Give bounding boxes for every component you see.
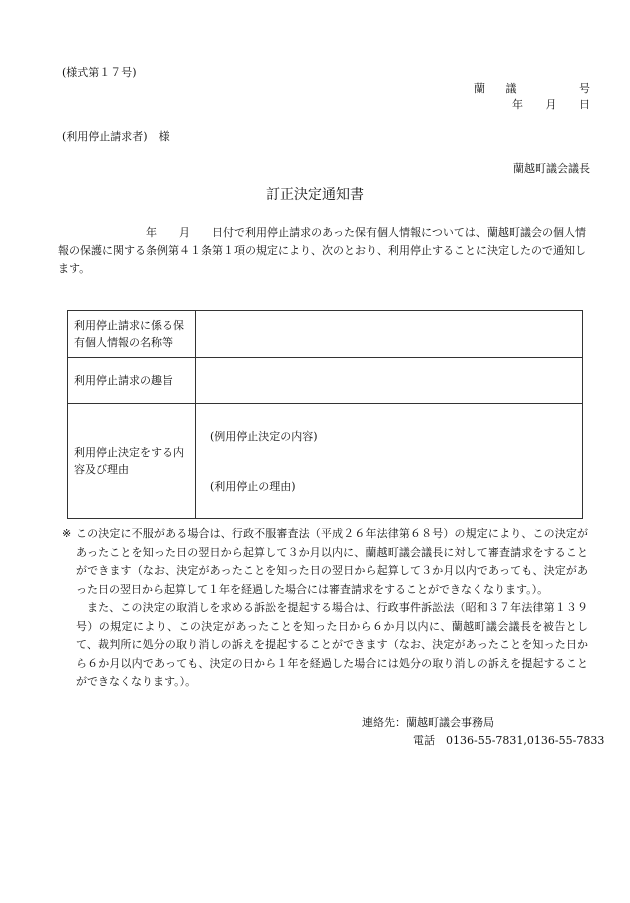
contact-phone: 電話 0136-55-7831,0136-55-7833	[413, 734, 605, 747]
doc-number-prefix: 蘭	[474, 82, 485, 95]
decision-reason-label: (利用停止の理由)	[210, 479, 296, 493]
row-value-decision	[196, 404, 583, 519]
table-row	[68, 311, 583, 358]
body-paragraph	[58, 224, 586, 278]
row-value-purpose	[196, 358, 583, 404]
table-row	[68, 404, 583, 519]
date-month: 月	[545, 98, 557, 111]
document-number-line	[474, 80, 590, 96]
note-paragraph-1	[62, 525, 588, 599]
note-text-2: また、この決定の取消しを求める訴訟を提起する場合は、行政事件訴訟法（昭和３７年法律第１３９号）の規定により、この決定があったことを知った日から６か月以内に、蘭越町議会議長を被告として、裁判所に処分の取り消しの訴えを提起することができます（なお、決定があったことを知った日から６か月以内であっても、決定の日から１年を経過した場合には処分の取り消しの訴えを提起することができなくなります。）。	[76, 601, 588, 688]
doc-number-middle: 議	[505, 82, 517, 95]
decision-content-label: (例用停止決定の内容)	[210, 429, 318, 443]
table-row	[68, 358, 583, 404]
body-text: 日付で利用停止請求のあった保有個人情報については、蘭越町議会の個人情報の保護に関する条例第４１条第１項の規定により、次のとおり、利用停止することに決定したので通知します。	[58, 226, 586, 275]
contact-office: 連絡先：蘭越町議会事務局	[362, 716, 494, 729]
date-line	[512, 96, 590, 112]
note-mark: ※	[62, 527, 72, 540]
appeal-note	[62, 525, 588, 692]
date-day: 日	[579, 98, 590, 111]
document-title: 訂正決定通知書	[266, 187, 364, 203]
date-year: 年	[512, 98, 523, 111]
row-label-purpose: 利用停止請求の趣旨	[68, 358, 196, 404]
form-number: (様式第１７号)	[62, 66, 137, 79]
note-text-1: この決定に不服がある場合は、行政不服審査法（平成２６年法律第６８号）の規定により、この決定があったことを知った日の翌日から起算して３か月以内に、蘭越町議会議長に対して審査請求をすることができます（なお、決定があったことを知った日の翌日から起算して３か月以内であっても、決定があった日の翌日から起算して１年を経過した場合には審査請求をすることができなくなります。）。	[76, 527, 588, 596]
doc-number-suffix: 号	[579, 82, 590, 95]
row-value-info-name	[196, 311, 583, 358]
body-date-blank: 年 月	[146, 226, 212, 239]
row-label-decision: 利用停止決定をする内容及び理由	[68, 404, 196, 519]
sender-name: 蘭越町議会議長	[513, 162, 590, 175]
note-paragraph-2	[62, 599, 588, 692]
info-table	[67, 310, 583, 519]
addressee: (利用停止請求者) 様	[62, 130, 170, 143]
row-label-info-name: 利用停止請求に係る保有個人情報の名称等	[68, 311, 196, 358]
